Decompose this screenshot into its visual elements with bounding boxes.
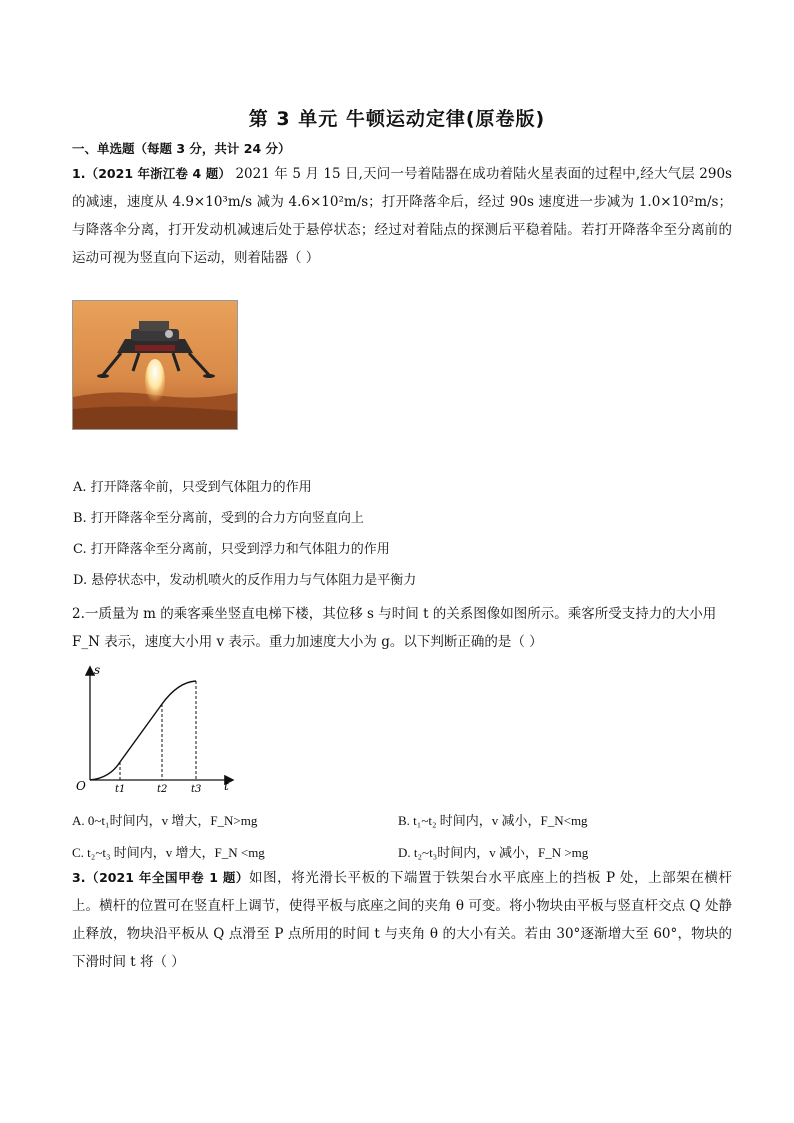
question-1 <box>72 160 732 272</box>
question-3-source: 3.（2021 年全国甲卷 1 题） <box>72 870 249 885</box>
q2-option-c: C. t₂~t₃ 时间内，v 增大，F_N <mg <box>72 845 265 860</box>
q2-option-d: D. t₂~t₃时间内，v 减小，F_N >mg <box>398 845 589 860</box>
q2-option-b: B. t₁~t₂ 时间内，v 减小，F_N<mg <box>398 813 588 828</box>
s-t-graph <box>70 662 240 796</box>
question-2: 2.一质量为 m 的乘客乘坐竖直电梯下楼，其位移 s 与时间 t 的关系图像如图所示。乘客所受支持力的大小用 F_N 表示，速度大小用 v 表示。重力加速度大小为 g。以下判断正确的是（ ） <box>72 606 717 650</box>
question-3 <box>72 864 732 976</box>
t-axis-label: t <box>224 779 229 792</box>
t2-label: t2 <box>157 784 168 792</box>
origin-label: O <box>76 779 86 792</box>
s-axis-label: s <box>94 663 101 677</box>
q1-option-d: D. 悬停状态中，发动机喷火的反作用力与气体阻力是平衡力 <box>73 573 417 588</box>
t3-label: t3 <box>191 784 202 792</box>
question-1-source: 1.（2021 年浙江卷 4 题） <box>72 166 232 181</box>
q2-option-a: A. 0~t₁时间内，v 增大，F_N>mg <box>72 813 258 828</box>
s-t-curve <box>90 681 196 780</box>
section-heading: 一、单选题（每题 3 分，共计 24 分） <box>72 141 291 156</box>
q1-option-a: A. 打开降落伞前，只受到气体阻力的作用 <box>73 480 312 495</box>
page-title: 第 3 单元 牛顿运动定律(原卷版) <box>248 108 546 130</box>
question-3-text: 如图，将光滑长平板的下端置于铁架台水平底座上的挡板 P 处，上部架在横杆上。横杆的位置可在竖直杆上调节，使得平板与底座之间的夹角 θ 可变。将小物块由平板与竖直杆交点 Q 处静止释放，物块沿平板从 Q 点滑至 P 点所用的时间 t 与夹角 θ 的大小有关。若由 30°逐渐增大至 60°，物块的下滑时间 t 将（ ） <box>72 870 732 970</box>
t1-label: t1 <box>115 784 126 792</box>
lander-photo <box>72 300 238 430</box>
question-1-text: 2021 年 5 月 15 日,天问一号着陆器在成功着陆火星表面的过程中,经大气层 290s 的减速，速度从 4.9×10³m/s 减为 4.6×10²m/s；打开降落伞后，经过 90s 速度进一步减为 1.0×10²m/s；与降落伞分离，打开发动机减速后处于悬停状态；经过对着陆点的探测后平稳着陆。若打开降落伞至分离前的运动可视为竖直向下运动，则着陆器（ ） <box>72 166 732 266</box>
q1-option-b: B. 打开降落伞至分离前，受到的合力方向竖直向上 <box>73 511 364 526</box>
q1-option-c: C. 打开降落伞至分离前，只受到浮力和气体阻力的作用 <box>73 542 390 557</box>
